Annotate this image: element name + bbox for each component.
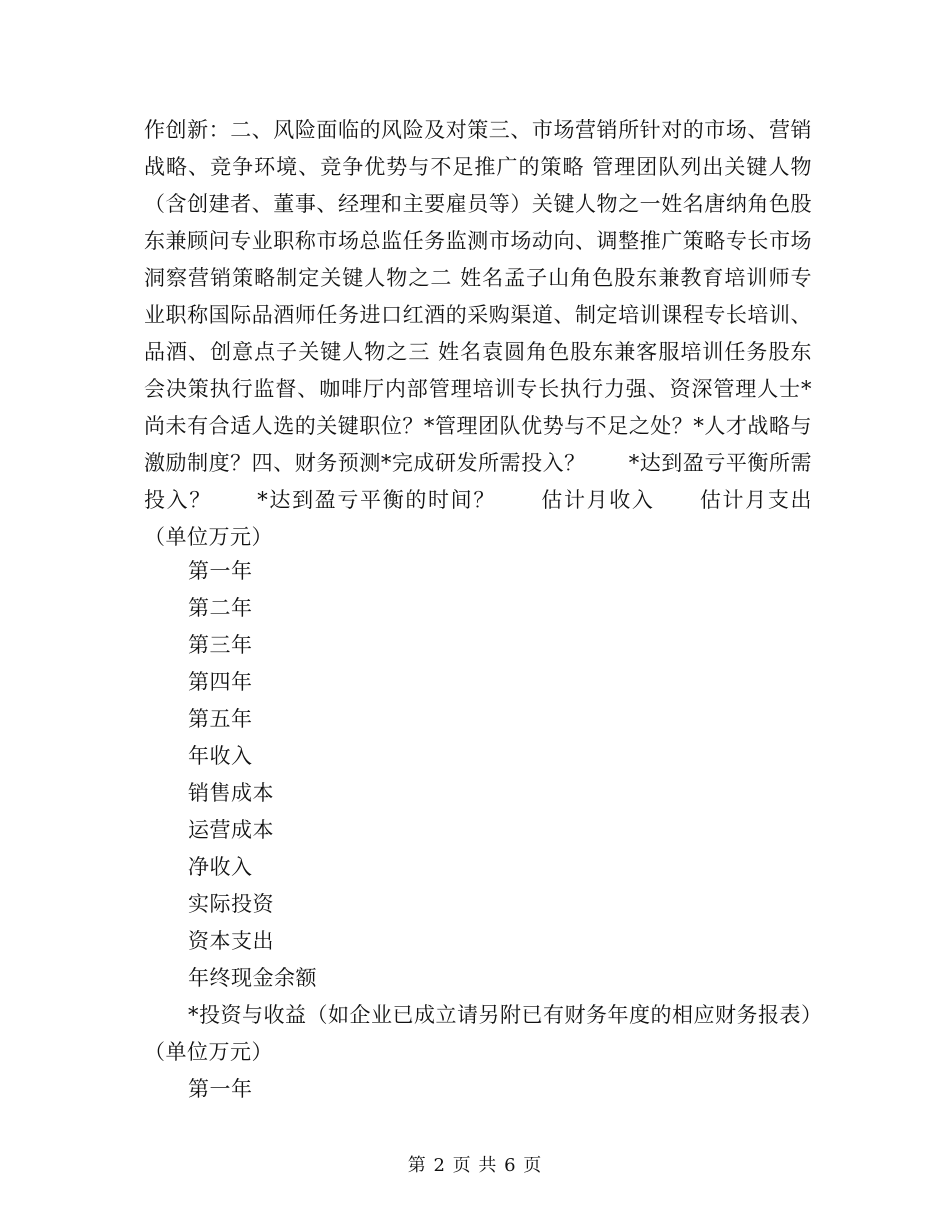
year-label: 第一年 (188, 559, 253, 583)
row-label: 年收入 (188, 744, 253, 768)
year-label: 第三年 (188, 633, 253, 657)
row-label: 实际投资 (188, 892, 274, 916)
row-label: 运营成本 (188, 818, 274, 842)
row-label: 销售成本 (188, 781, 274, 805)
year-label: 第四年 (188, 670, 253, 694)
page-indicator: 第 2 页 共 6 页 (407, 1155, 543, 1176)
row-label: 净收入 (188, 855, 253, 879)
body-paragraph: 作创新：二、风险面临的风险及对策三、市场营销所针对的市场、营销战略、竞争环境、竞争优势与不足推广的策略 管理团队列出关键人物（含创建者、董事、经理和主要雇员等）关键人物之一姓名唐纳角色股东兼顾问专业职称市场总监任务监测市场动向、调整推广策略专长市场洞察营销策略制定关键人物之二 姓名孟子山角色股东兼教育培训师专业职称国际品酒师任务进口红酒的采购渠道、制定培训课程专长培训、品酒、创意点子关键人物之三 姓名袁圆角色股东兼客服培训任务股东会决策执行监督、咖啡厅内部管理培训专长执行力强、资深管理人士*尚未有合适人选的关键职位？*管理团队优势与不足之处？*人才战略与激励制度？四、财务预测*完成研发所需投入？ *达到盈亏平衡所需投入？ *达到盈亏平衡的时间？ 估计月收入 估计月支出 （单位万元） (144, 118, 855, 549)
year-label: 第五年 (188, 707, 253, 731)
row-label: 资本支出 (188, 929, 274, 953)
year-label: 第二年 (188, 596, 253, 620)
year-label: 第一年 (188, 1077, 253, 1101)
row-label: 年终现金余额 (188, 966, 317, 990)
investment-heading: *投资与收益（如企业已成立请另附已有财务年度的相应财务报表） （单位万元） (144, 1003, 834, 1064)
